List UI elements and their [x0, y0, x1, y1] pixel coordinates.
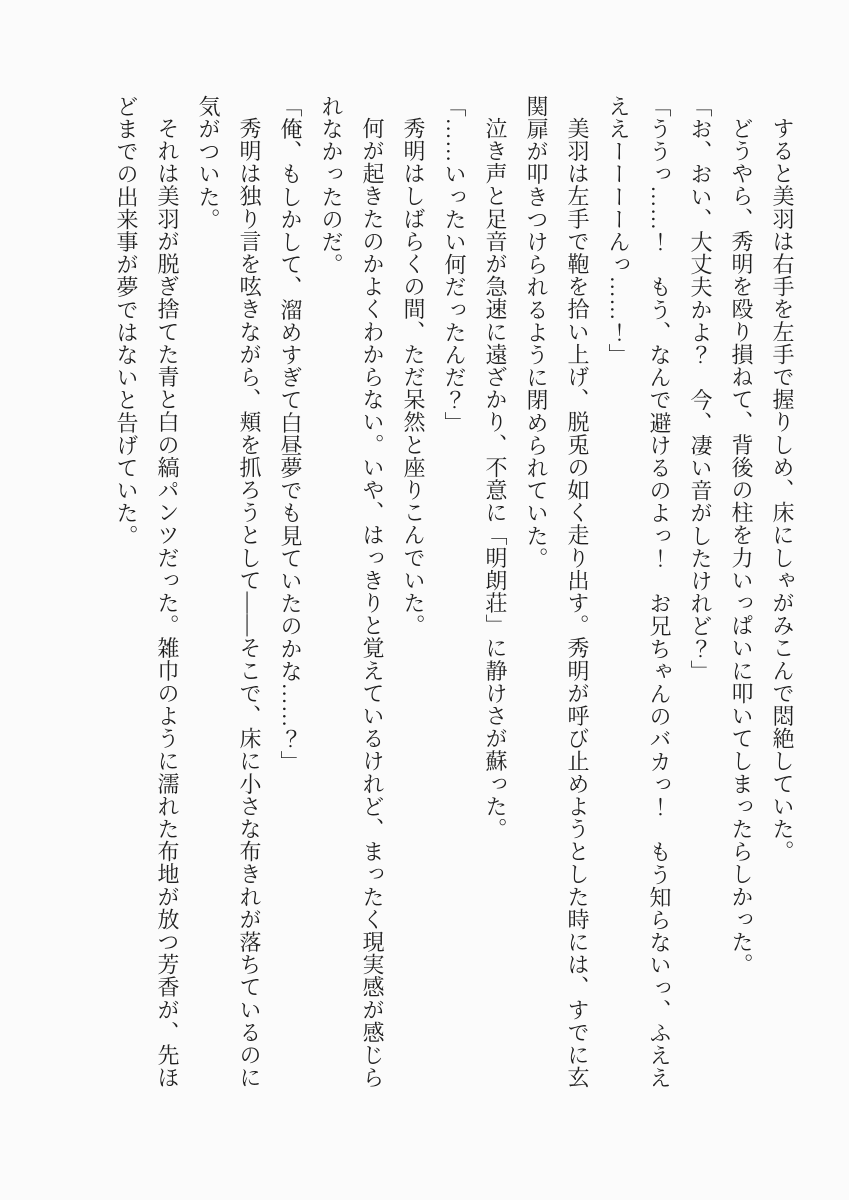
- vertical-text-area: [106, 95, 803, 1095]
- paragraph-1: すると美羽は右手を左手で握りしめ、床にしゃがみこんで悶絶していた。: [770, 117, 795, 863]
- paragraph-3: 「お、おい、大丈夫かよ？ 今、凄い音がしたけれど？」: [688, 95, 713, 683]
- paragraph-7: 「……いったい何だったんだ？」: [442, 95, 467, 434]
- paragraph-5: 美羽は左手で鞄を拾い上げ、脱兎の如く走り出す。秀明が呼び止めようとした時には、すでに玄関扉が叩きつけられるように閉められていた。: [524, 95, 590, 1089]
- paragraph-6: 泣き声と足音が急速に遠ざかり、不意に「明朗荘」に静けさが蘇った。: [483, 117, 508, 841]
- paragraph-10: 「俺、もしかして、溜めすぎて白昼夢でも見ていたのかな……？」: [278, 95, 303, 773]
- paragraph-12: それは美羽が脱ぎ捨てた青と白の縞パンツだった。雑巾のように濡れた布地が放つ芳香が、先ほどまでの出来事が夢ではないと告げていた。: [114, 95, 180, 1089]
- paragraph-11: 秀明は独り言を呟きながら、頬を抓ろうとして――そこで、床に小さな布きれが落ちているのに気がついた。: [196, 95, 262, 1089]
- paragraph-4: 「ううっ……！ もう、なんで避けるのよっ！ お兄ちゃんのバカっ！ もう知らないっ、ふええええーーーーんっ……！」: [606, 95, 672, 1090]
- paragraph-8: 秀明はしばらくの間、ただ呆然と座りこんでいた。: [401, 117, 426, 637]
- paragraph-9: 何が起きたのかよくわからない。いや、はっきりと覚えているけれど、まったく現実感が感じられなかったのだ。: [319, 95, 385, 1089]
- paragraph-2: どうやら、秀明を殴り損ねて、背後の柱を力いっぱいに叩いてしまったらしかった。: [729, 117, 754, 976]
